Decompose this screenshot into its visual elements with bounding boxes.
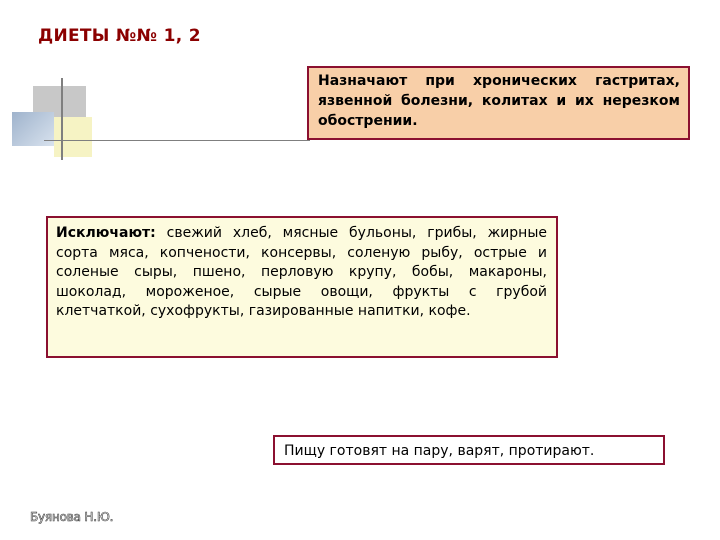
author-signature: Буянова Н.Ю. bbox=[30, 510, 114, 524]
exclusions-text: свежий хлеб, мясные бульоны, грибы, жирные сорта мяса, копчености, консервы, соленую рыбу, острые и соленые сыры, пшено, перловую крупу, бобы, макароны, шоколад, мороженое, сырые овощи, фрукты с грубой клетчаткой, сухофрукты, газированные напитки, кофе. bbox=[56, 225, 547, 320]
decorative-yellow-square bbox=[54, 117, 92, 157]
cooking-text: Пищу готовят на пару, варят, протирают. bbox=[284, 443, 595, 459]
slide-title: ДИЕТЫ №№ 1, 2 bbox=[38, 26, 201, 46]
indications-text: Назначают при хронических гастритах, язвенной болезни, колитах и их нерезком обострении. bbox=[318, 73, 680, 129]
cooking-box bbox=[273, 435, 665, 465]
decorative-horizontal-line bbox=[44, 140, 310, 141]
exclusions-lead: Исключают: bbox=[56, 225, 156, 241]
decorative-vertical-line bbox=[61, 78, 63, 160]
indications-box bbox=[307, 66, 690, 140]
exclusions-box bbox=[46, 216, 558, 358]
